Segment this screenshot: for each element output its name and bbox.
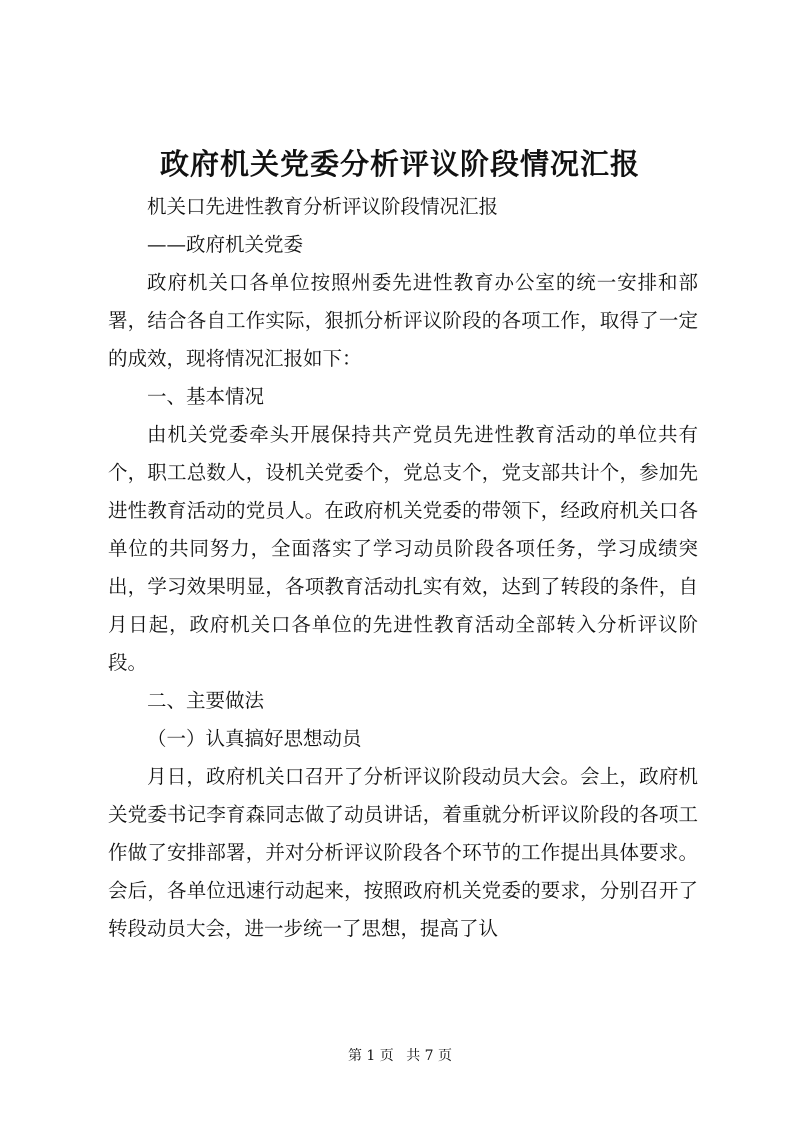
- page-number: 第 1 页: [347, 1048, 394, 1064]
- document-body: [108, 188, 698, 948]
- page-footer: [0, 1045, 800, 1067]
- section-heading-main-practices: 二、主要做法: [147, 689, 265, 712]
- subsection-heading-mobilization: （一）认真搞好思想动员: [147, 727, 362, 750]
- subtitle-paragraph: 机关口先进性教育分析评议阶段情况汇报: [147, 195, 499, 218]
- total-pages: 共 7 页: [406, 1048, 453, 1064]
- section-heading-basic-situation: 一、基本情况: [147, 385, 265, 408]
- author-line: ——政府机关党委: [147, 233, 304, 256]
- intro-paragraph: 政府机关口各单位按照州委先进性教育办公室的统一安排和部署，结合各自工作实际，狠抓分析评议阶段的各项工作，取得了一定的成效，现将情况汇报如下：: [108, 271, 698, 370]
- mobilization-paragraph: 月日，政府机关口召开了分析评议阶段动员大会。会上，政府机关党委书记李育森同志做了动员讲话，着重就分析评议阶段的各项工作做了安排部署，并对分析评议阶段各个环节的工作提出具体要求。会后，各单位迅速行动起来，按照政府机关党委的要求，分别召开了转段动员大会，进一步统一了思想，提高了认: [108, 765, 698, 940]
- basic-situation-paragraph: 由机关党委牵头开展保持共产党员先进性教育活动的单位共有个，职工总数人，设机关党委个，党总支个，党支部共计个，参加先进性教育活动的党员人。在政府机关党委的带领下，经政府机关口各单位的共同努力，全面落实了学习动员阶段各项任务，学习成绩突出，学习效果明显，各项教育活动扎实有效，达到了转段的条件，自月日起，政府机关口各单位的先进性教育活动全部转入分析评议阶段。: [108, 423, 698, 674]
- document-title: 政府机关党委分析评议阶段情况汇报: [159, 147, 640, 181]
